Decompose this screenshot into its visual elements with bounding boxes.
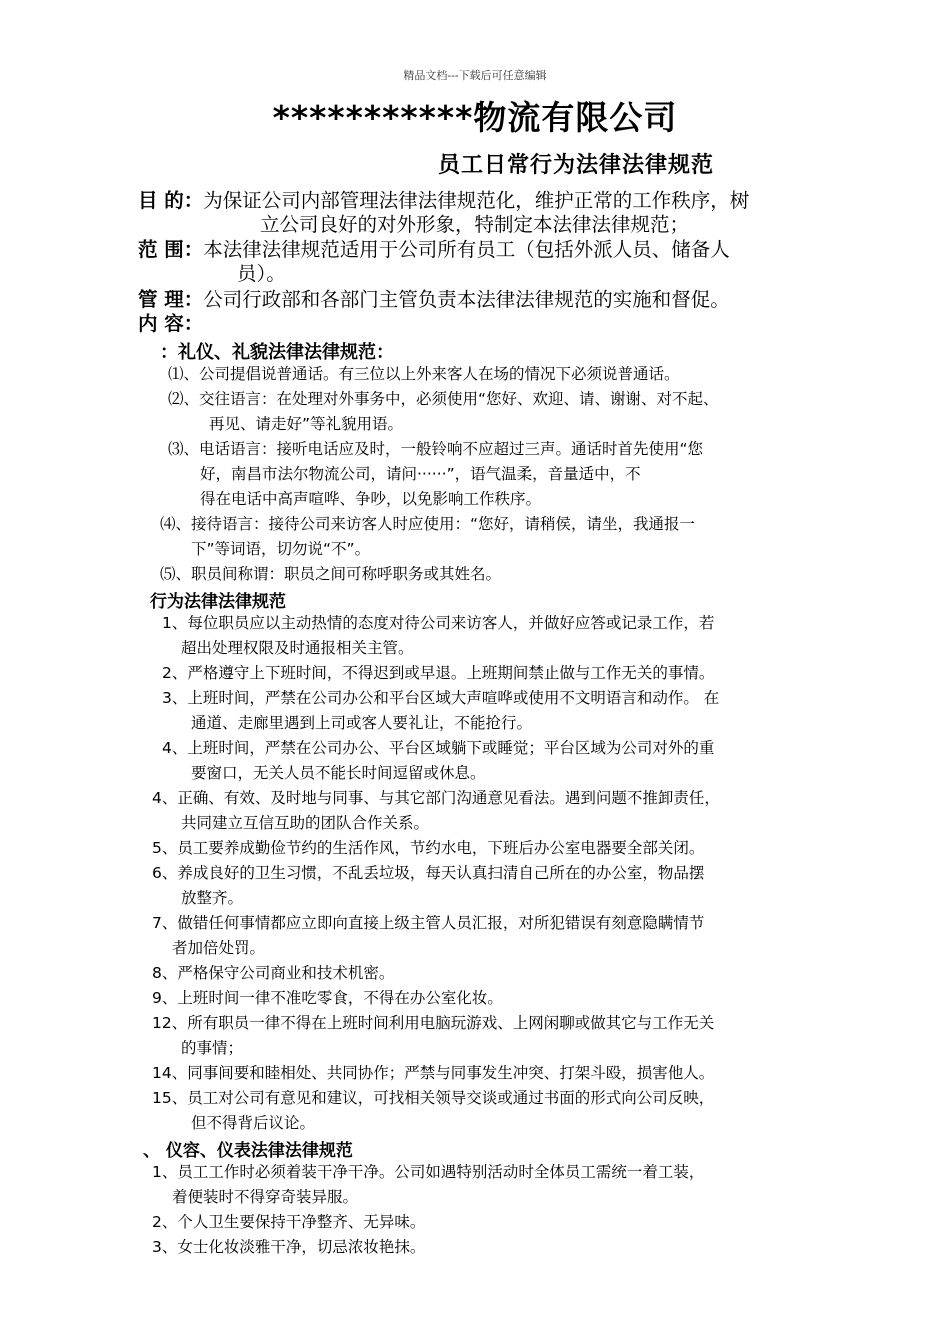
management-text: 公司行政部和各部门主管负责本法律法律规范的实施和督促。 [203, 288, 730, 311]
list-item: 6、养成良好的卫生习惯，不乱丢垃圾，每天认真扫清自己所在的办公室，物品摆 [152, 864, 705, 882]
list-item: 5、员工要养成勤俭节约的生活作风，节约水电，下班后办公室电器要全部关闭。 [152, 839, 705, 857]
list-item-cont: 的事情； [181, 1039, 244, 1057]
list-item: 2、严格遵守上下班时间，不得迟到或早退。上班期间禁止做与工作无关的事情。 [162, 664, 715, 682]
list-item-cont: 着便装时不得穿奇装异服。 [172, 1188, 359, 1206]
section1-title: ：礼仪、礼貌法律法律规范： [160, 342, 394, 363]
list-item: ⑵、交往语言：在处理对外事务中，必须使用“您好、欢迎、请、谢谢、对不起、 [168, 390, 719, 408]
header-note: 精品文档---下载后可任意编辑 [403, 69, 547, 82]
list-item: ⑸、职员间称谓：职员之间可称呼职务或其姓名。 [160, 565, 502, 583]
list-item-cont: 下”等词语，切勿说“不”。 [191, 540, 371, 558]
list-item-cont: 再见、请走好”等礼貌用语。 [209, 415, 404, 433]
section2-title: 行为法律法律规范 [150, 592, 286, 612]
purpose-text-2: 立公司良好的对外形象，特制定本法律法律规范； [260, 213, 690, 236]
management-line [138, 288, 858, 312]
list-item: 3、上班时间，严禁在公司办公和平台区域大声喧哗或使用不文明语言和动作。 在 [162, 689, 720, 707]
list-item: 1、每位职员应以主动热情的态度对待公司来访客人，并做好应答或记录工作，若 [162, 614, 715, 632]
list-item-cont: 通道、走廊里遇到上司或客人要礼让，不能抢行。 [191, 714, 533, 732]
scope-text-2: 员）。 [237, 262, 286, 285]
purpose-line-1 [138, 189, 858, 213]
scope-label: 范 围： [138, 238, 204, 261]
content-label: 内 容： [138, 312, 204, 335]
list-item-cont: 好，南昌市法尔物流公司，请问······”，语气温柔，音量适中，不 [200, 465, 641, 483]
list-item: 14、同事间要和睦相处、共同协作；严禁与同事发生冲突、打架斗殴，损害他人。 [152, 1064, 715, 1082]
purpose-label: 目 的： [138, 189, 204, 212]
list-item-cont: 超出处理权限及时通报相关主管。 [181, 639, 414, 657]
list-item: 12、所有职员一律不得在上班时间利用电脑玩游戏、上网闲聊或做其它与工作无关 [152, 1014, 715, 1032]
list-item: 2、个人卫生要保持干净整齐、无异味。 [152, 1213, 426, 1231]
list-item-cont: 但不得背后议论。 [191, 1114, 316, 1132]
management-label: 管 理： [138, 288, 204, 311]
list-item-cont: 者加倍处罚。 [172, 939, 266, 957]
section3-title: 、 仪容、仪表法律法律规范 [143, 1141, 353, 1161]
purpose-text-1: 为保证公司内部管理法律法律规范化，维护正常的工作秩序，树 [203, 189, 750, 212]
list-item-cont: 共同建立互信互助的团队合作关系。 [181, 814, 430, 832]
list-item: ⑷、接待语言：接待公司来访客人时应使用：“您好，请稍侯，请坐，我通报一 [160, 515, 696, 533]
scope-line-1 [138, 238, 858, 262]
list-item: 4、上班时间，严禁在公司办公、平台区域躺下或睡觉；平台区域为公司对外的重 [162, 739, 715, 757]
company-title: ***********物流有限公司 [272, 98, 678, 137]
list-item: 15、员工对公司有意见和建议，可找相关领导交谈或通过书面的形式向公司反映， [152, 1089, 715, 1107]
list-item: 8、严格保守公司商业和技术机密。 [152, 964, 395, 982]
list-item-cont: 得在电话中高声喧哗、争吵，以免影响工作秩序。 [200, 490, 542, 508]
list-item-cont: 要窗口，无关人员不能长时间逗留或休息。 [191, 764, 486, 782]
list-item: 1、员工工作时必须着装干净干净。公司如遇特别活动时全体员工需统一着工装， [152, 1163, 705, 1181]
list-item: ⑶、电话语言：接听电话应及时，一般铃响不应超过三声。通话时首先使用“您 [168, 440, 704, 458]
list-item-cont: 放整齐。 [181, 889, 244, 907]
list-item: ⑴、公司提倡说普通话。有三位以上外来客人在场的情况下必须说普通话。 [168, 365, 680, 383]
document-title: 员工日常行为法律法律规范 [438, 153, 715, 178]
scope-text-1: 本法律法律规范适用于公司所有员工（包括外派人员、储备人 [203, 238, 730, 261]
list-item: 3、女士化妆淡雅干净，切忌浓妆艳抹。 [152, 1238, 426, 1256]
list-item: 9、上班时间一律不准吃零食，不得在办公室化妆。 [152, 989, 503, 1007]
list-item: 4、正确、有效、及时地与同事、与其它部门沟通意见看法。遇到问题不推卸责任， [152, 789, 720, 807]
list-item: 7、做错任何事情都应立即向直接上级主管人员汇报，对所犯错误有刻意隐瞒情节 [152, 914, 705, 932]
